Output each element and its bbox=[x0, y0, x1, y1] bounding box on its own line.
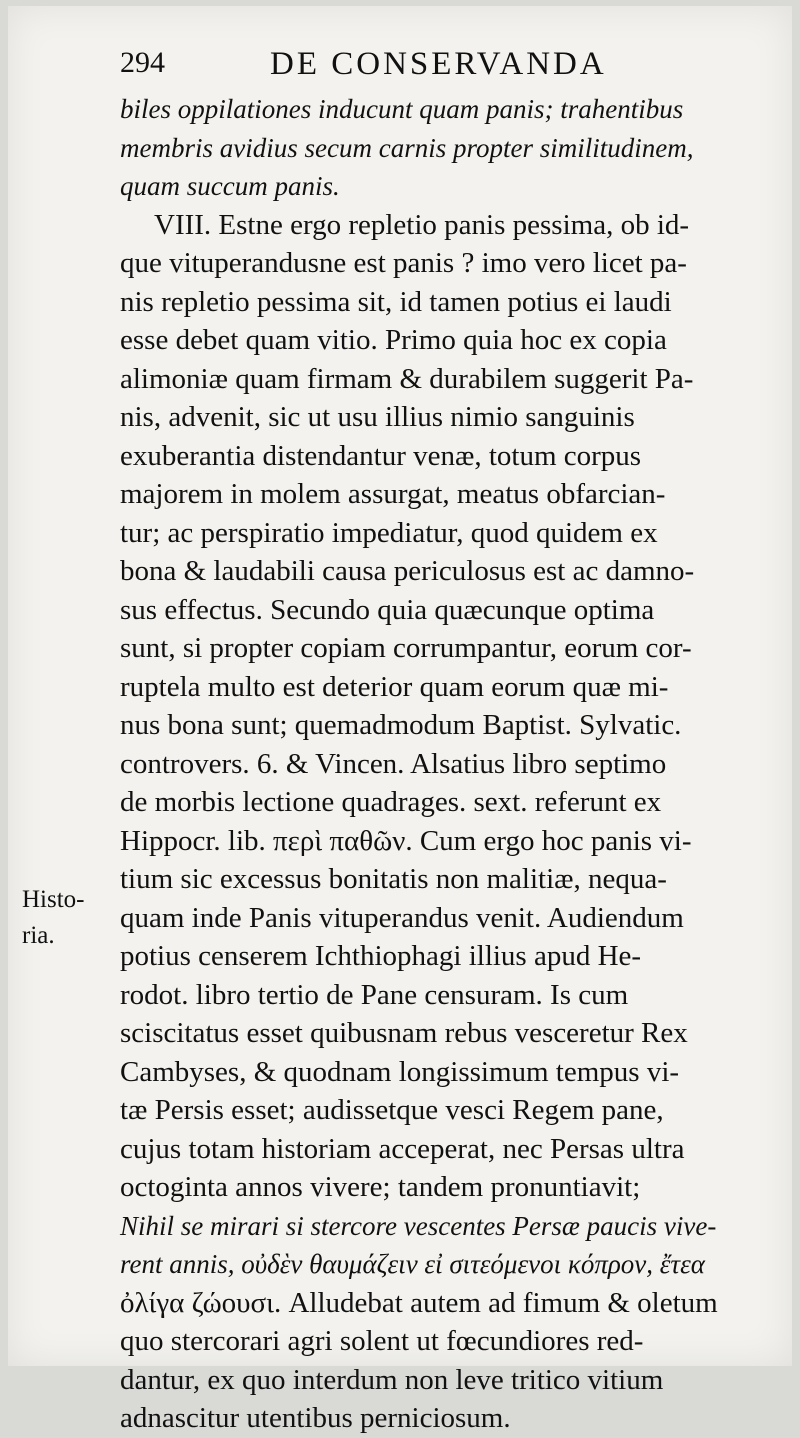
text-line: ὀλίγα ζώουσι. Alludebat autem ad fimum & oletum bbox=[120, 1286, 718, 1319]
text-line: que vituperandusne est panis ? imo vero licet pa- bbox=[120, 247, 687, 279]
text-line: exuberantia distendantur venæ, totum corpus bbox=[120, 439, 642, 472]
text-line: sus effectus. Secundo quia quæcunque optima bbox=[120, 593, 655, 626]
body-text bbox=[120, 90, 775, 1438]
text-line: Nihil se mirari si stercore vescentes Persæ paucis vive- bbox=[120, 1210, 717, 1241]
running-head: DE CONSERVANDA bbox=[270, 46, 607, 82]
text-line: Cambyses, & quodnam longissimum tempus vi- bbox=[120, 1055, 680, 1088]
page-number: 294 bbox=[120, 46, 165, 79]
text-line: membris avidius secum carnis propter similitudinem, bbox=[120, 132, 694, 163]
text-line: nus bona sunt; quemadmodum Baptist. Sylvatic. bbox=[120, 709, 682, 741]
text-line: adnascitur utentibus perniciosum. bbox=[120, 1402, 511, 1434]
margin-note-line: Histo- bbox=[22, 886, 85, 913]
text-line: rodot. libro tertio de Pane censuram. Is cum bbox=[120, 978, 629, 1011]
margin-note bbox=[22, 882, 112, 954]
text-line: quo stercorari agri solent ut fœcundiores red- bbox=[120, 1325, 644, 1357]
text-line: tur; ac perspiratio impediatur, quod quidem ex bbox=[120, 516, 658, 549]
text-line: nis repletio pessima sit, id tamen potius ei laudi bbox=[120, 285, 672, 318]
text-line: esse debet quam vitio. Primo quia hoc ex copia bbox=[120, 324, 667, 356]
text-line: potius censerem Ichthiophagi illius apud He- bbox=[120, 940, 642, 972]
text-line: rent annis, οὐδὲν θαυμάζειν εἰ σιτεόμενοι κόπρον, ἔτεα bbox=[120, 1249, 705, 1279]
text-line: quam succum panis. bbox=[120, 171, 340, 201]
book-page bbox=[8, 6, 792, 1434]
text-line: alimoniæ quam firmam & durabilem suggerit Pa- bbox=[120, 362, 694, 395]
text-line: octoginta annos vivere; tandem pronuntiavit; bbox=[120, 1171, 641, 1203]
text-line: de morbis lectione quadrages. sext. referunt ex bbox=[120, 786, 662, 818]
text-line: sunt, si propter copiam corrumpantur, eorum cor- bbox=[120, 632, 692, 664]
text-line: tium sic excessus bonitatis non malitiæ, nequa- bbox=[120, 863, 667, 895]
text-line: ruptela multo est deterior quam eorum quæ mi- bbox=[120, 670, 669, 703]
text-line: nis, advenit, sic ut usu illius nimio sanguinis bbox=[120, 401, 635, 433]
text-line: dantur, ex quo interdum non leve tritico vitium bbox=[120, 1363, 664, 1396]
page-header bbox=[120, 46, 660, 90]
text-line: controvers. 6. & Vincen. Alsatius libro septimo bbox=[120, 747, 667, 780]
margin-note-line: ria. bbox=[22, 922, 55, 949]
text-line: Hippocr. lib. περὶ παθῶν. Cum ergo hoc panis vi- bbox=[120, 824, 692, 857]
text-line: VIII. Estne ergo repletio panis pessima, ob id- bbox=[154, 208, 690, 241]
text-line: majorem in molem assurgat, meatus obfarcian- bbox=[120, 478, 666, 510]
text-line: cujus totam historiam acceperat, nec Persas ultra bbox=[120, 1132, 685, 1165]
text-line: tæ Persis esset; audissetque vesci Regem pane, bbox=[120, 1094, 664, 1126]
text-line: quam inde Panis vituperandus venit. Audiendum bbox=[120, 901, 684, 934]
text-line: biles oppilationes inducunt quam panis; trahentibus bbox=[120, 94, 684, 124]
text-line: bona & laudabili causa periculosus est ac damno- bbox=[120, 555, 695, 587]
text-line: sciscitatus esset quibusnam rebus vesceretur Rex bbox=[120, 1017, 688, 1049]
